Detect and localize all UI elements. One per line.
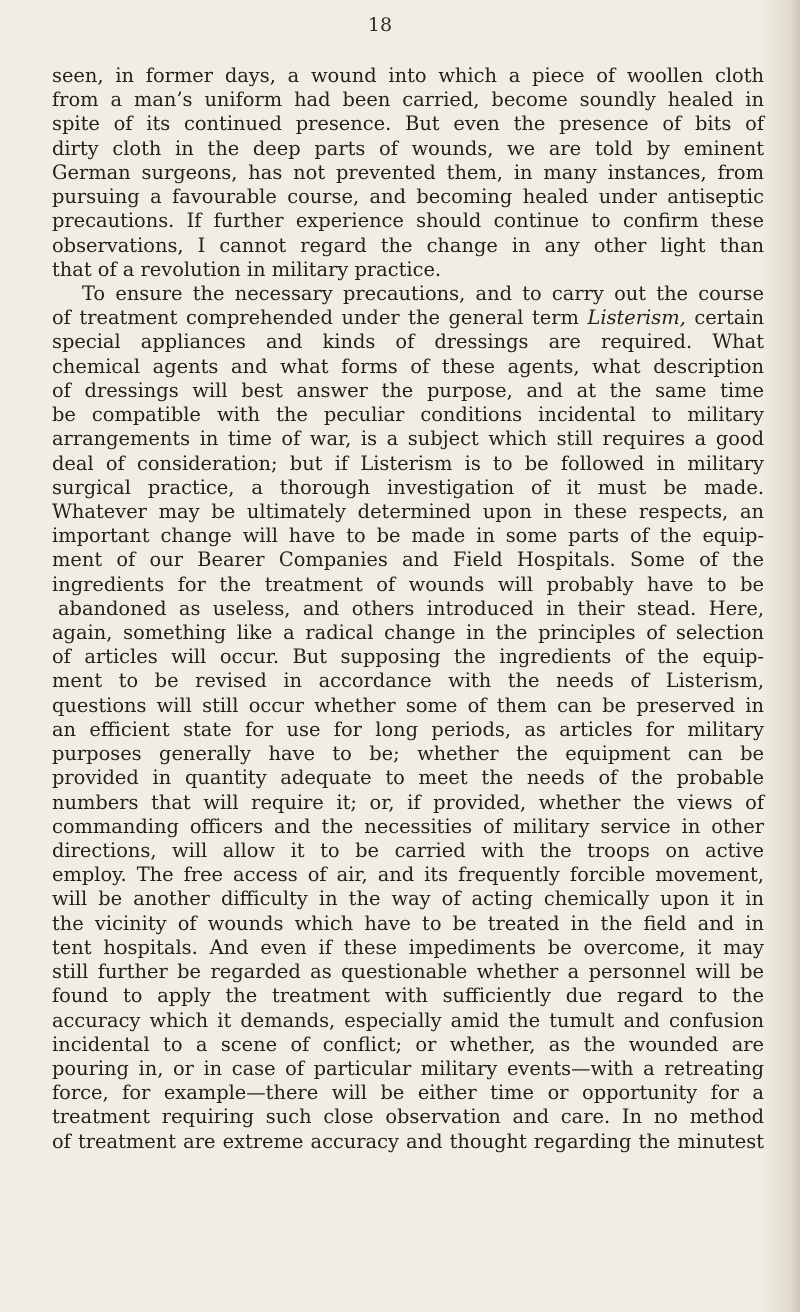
text-line: provided in quantity adequate to meet the needs of the probable bbox=[52, 766, 764, 790]
text-line: deal of consideration; but if Listerism is to be followed in military bbox=[52, 451, 764, 475]
text-line: commanding officers and the necessities of military service in other bbox=[52, 814, 764, 838]
text-line bbox=[52, 306, 764, 330]
text-line-segment: certain bbox=[685, 306, 764, 330]
text-line: pursuing a favourable course, and becoming healed under antiseptic bbox=[52, 185, 764, 209]
text-line: employ. The free access of air, and its frequently forcible movement, bbox=[52, 863, 764, 887]
text-line: still further be regarded as questionable whether a personnel will be bbox=[52, 960, 764, 984]
text-line: force, for example—there will be either time or opportunity for a bbox=[52, 1081, 764, 1105]
text-line: To ensure the necessary precautions, and to carry out the course bbox=[82, 281, 764, 305]
text-line: German surgeons, has not prevented them, in many instances, from bbox=[52, 160, 764, 184]
text-line: numbers that will require it; or, if provided, whether the views of bbox=[52, 790, 764, 814]
text-line: questions will still occur whether some of them can be preserved in bbox=[52, 693, 764, 717]
text-line: that of a revolution in military practice. bbox=[52, 257, 442, 281]
page-number: 18 bbox=[367, 14, 393, 36]
text-line: important change will have to be made in some parts of the equip- bbox=[52, 524, 764, 548]
text-line: directions, will allow it to be carried with the troops on active bbox=[52, 839, 764, 862]
text-line: surgical practice, a thorough investigation of it must be made. bbox=[52, 475, 764, 499]
text-line: seen, in former days, a wound into which a piece of woollen cloth bbox=[52, 64, 764, 87]
text-line: of articles will occur. But supposing the ingredients of the equip- bbox=[52, 645, 764, 669]
text-line: from a man’s uniform had been carried, become soundly healed in bbox=[52, 88, 764, 112]
text-line: of dressings will best answer the purpose, and at the same time bbox=[52, 378, 764, 402]
text-line: abandoned as useless, and others introduced in their stead. Here, bbox=[58, 596, 764, 620]
text-line: spite of its continued presence. But even the presence of bits of bbox=[52, 112, 764, 136]
text-line: ingredients for the treatment of wounds will probably have to be bbox=[52, 572, 764, 596]
text-line: accuracy which it demands, especially amid the tumult and confusion bbox=[52, 1008, 764, 1032]
text-line: ment of our Bearer Companies and Field Hospitals. Some of the bbox=[52, 548, 764, 572]
text-line: pouring in, or in case of particular military events—with a retreating bbox=[52, 1056, 764, 1080]
text-line: again, something like a radical change in the principles of selection bbox=[52, 621, 764, 645]
text-line: observations, I cannot regard the change in any other light than bbox=[52, 233, 764, 257]
text-line: incidental to a scene of conflict; or whether, as the wounded are bbox=[52, 1032, 764, 1056]
text-line: Whatever may be ultimately determined upon in these respects, an bbox=[52, 499, 764, 523]
text-line: arrangements in time of war, is a subject which still requires a good bbox=[52, 427, 764, 451]
text-line: tent hospitals. And even if these impediments be overcome, it may bbox=[52, 935, 764, 959]
text-line: be compatible with the peculiar conditions incidental to military bbox=[52, 403, 764, 427]
text-line: an efficient state for use for long periods, as articles for military bbox=[52, 717, 764, 741]
text-line: will be another difficulty in the way of acting chemically upon it in bbox=[52, 887, 764, 911]
text-line: purposes generally have to be; whether the equipment can be bbox=[52, 742, 764, 766]
text-line: of treatment are extreme accuracy and thought regarding the minutest bbox=[52, 1129, 764, 1153]
text-line: treatment requiring such close observation and care. In no method bbox=[52, 1105, 764, 1129]
text-line: chemical agents and what forms of these agents, what description bbox=[52, 354, 764, 378]
text-line: ment to be revised in accordance with the needs of Listerism, bbox=[52, 669, 764, 693]
text-line: special appliances and kinds of dressings are required. What bbox=[52, 330, 764, 354]
text-line: found to apply the treatment with sufficiently due regard to the bbox=[52, 984, 764, 1008]
text-line-segment: of treatment comprehended under the general term bbox=[52, 306, 588, 330]
text-line: dirty cloth in the deep parts of wounds, we are told by eminent bbox=[52, 136, 764, 160]
text-line: precautions. If further experience should continue to confirm these bbox=[52, 209, 764, 233]
body-text bbox=[52, 64, 764, 1154]
italic-term: Listerism, bbox=[587, 306, 686, 330]
text-line: the vicinity of wounds which have to be treated in the field and in bbox=[52, 911, 764, 935]
